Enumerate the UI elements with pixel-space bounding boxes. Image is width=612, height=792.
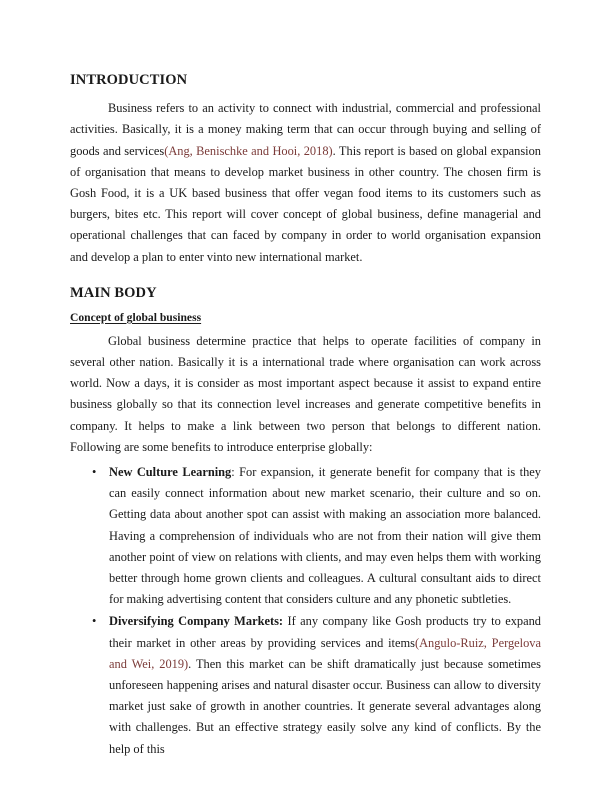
bullet-text-part-2: . Then this market can be shift dramatically just because sometimes unforeseen happening arises and natural disaster occur. Business can allow to diversity market just sake of growth in another countries. It generate several advantages along with challenges. But an effective strategy easily solve any kind of conflicts. By the help of this (109, 656, 541, 756)
bullet-point-icon: • (92, 614, 97, 629)
subheading-concept-of-global-business: Concept of global business (70, 310, 202, 324)
list-item (70, 462, 541, 610)
main-body-paragraph: Global business determine practice that helps to operate facilities of company in several other nation. Basically it is a international trade where organisation can work across world. Now a days, it is consider as most important aspect because it assist to expand entire business globally so that its connection level increases and generate competitive benefits in company. It helps to make a link between two person that belongs to different nation. Following are some benefits to introduce enterprise globally: (70, 333, 541, 454)
introduction-paragraph (70, 98, 541, 268)
bullet-text-part-1: For expansion, it generate benefit for company that is they can easily connect information about new market scenario, their culture and so on. Getting data about another spot can assist with making an association more balanced. Having a comprehension of individuals who are not from their nation will give them another point of view on relations with clients, and may even helps them with working better through home grown clients and colleagues. A cultural consultant aids to direct for making advertising content that considers culture and any phonetic subtleties. (109, 464, 541, 607)
bullet-term-diversifying-company-markets: Diversifying Company Markets: (109, 614, 284, 629)
document-body (70, 72, 541, 760)
introduction-text-part-2: . This report is based on global expansion of organisation that means to develop market business in other country. The chosen firm is Gosh Food, it is a UK based business that offer vegan food items to its customers such as burgers, bites etc. This report will cover concept of global business, define managerial and operational challenges that can faced by company in order to world organisation expansion and develop a plan to enter vinto new international market. (70, 143, 541, 264)
bullet-term-new-culture-learning: New Culture Learning (109, 464, 232, 479)
bullet-separator: : (231, 464, 240, 479)
list-item (70, 611, 541, 759)
citation-angulo-ruiz-pergelova-wei-2019: (Angulo-Ruiz, Pergelova and Wei, 2019) (109, 635, 542, 671)
bullet-point-icon: • (92, 464, 97, 479)
bullet-text-part-1: If any company like Gosh products try to expand their market in other areas by providing services and items (109, 614, 541, 650)
page-title-introduction: INTRODUCTION (70, 72, 188, 88)
section-heading-main-body: MAIN BODY (70, 284, 157, 301)
citation-ang-benischke-hooi-2018: (Ang, Benischke and Hooi, 2018) (164, 143, 333, 158)
benefits-bullet-list (70, 462, 541, 760)
introduction-text-part-1: Business refers to an activity to connect with industrial, commercial and professional activities. Basically, it is a money making term that can occur through buying and selling of goods and services (70, 101, 541, 158)
